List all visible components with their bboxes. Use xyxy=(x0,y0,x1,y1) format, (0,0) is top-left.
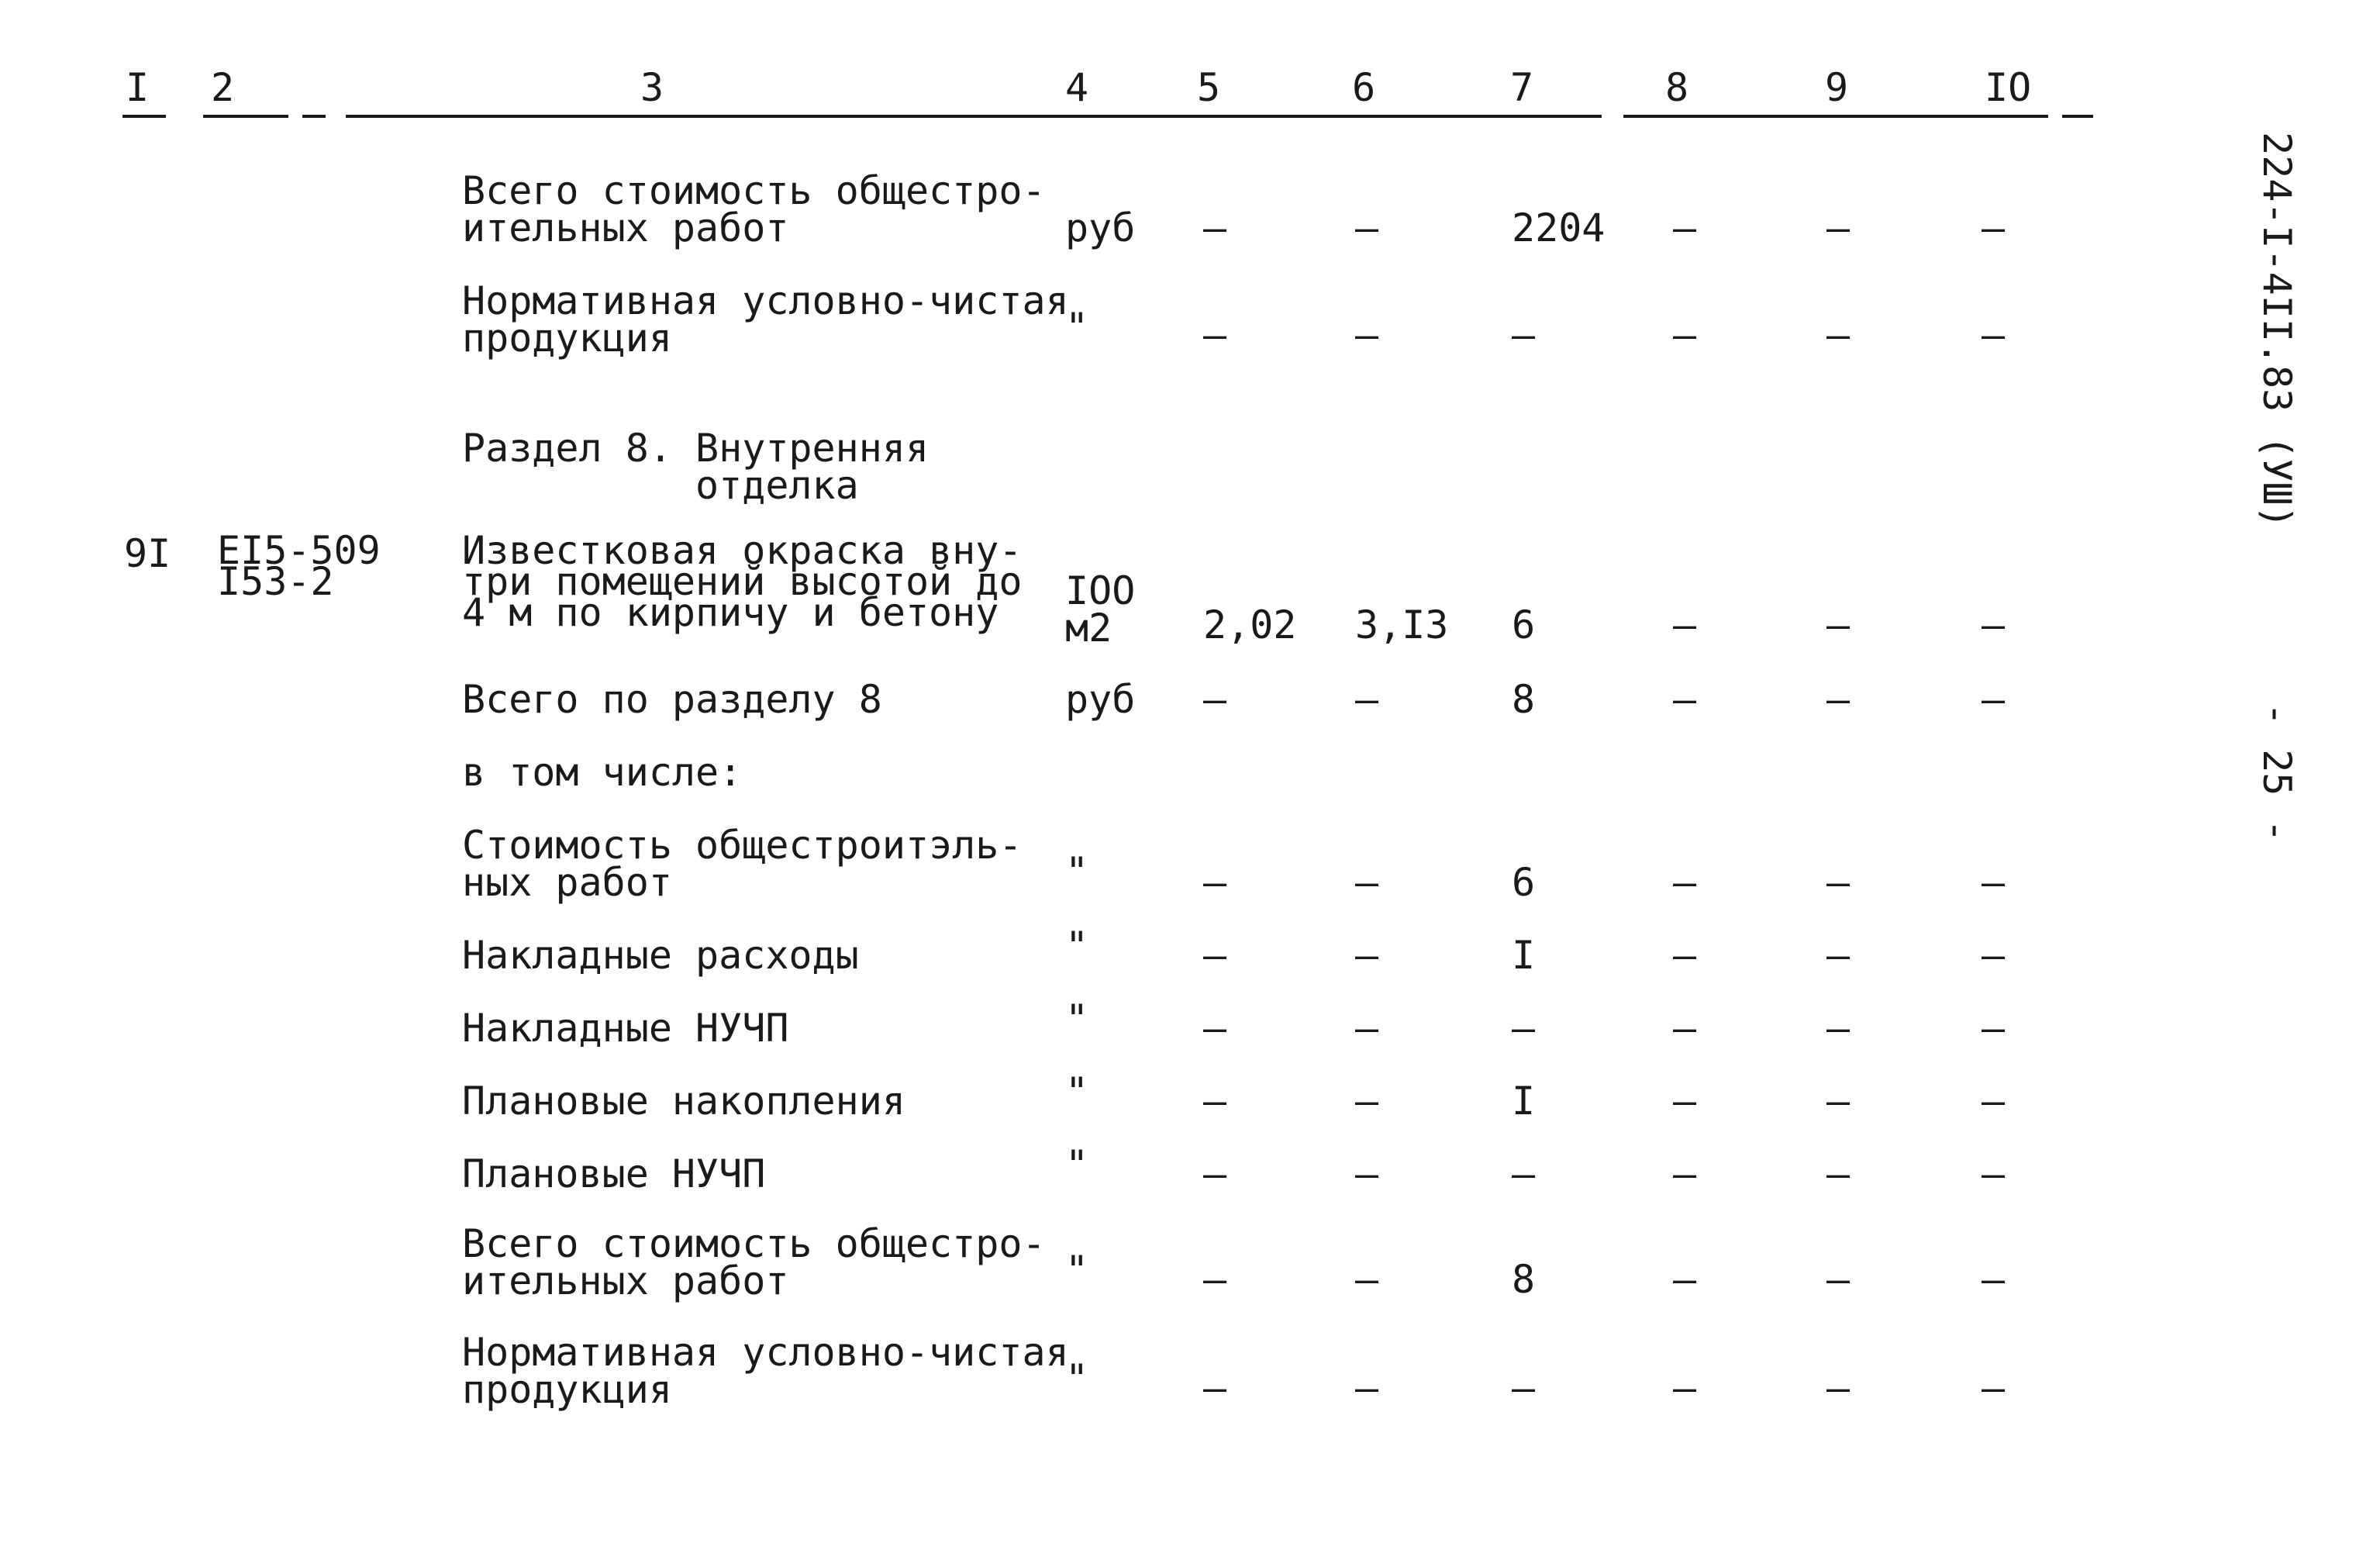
row-value-8: – xyxy=(1673,860,1697,905)
row-value-7: – xyxy=(1512,1006,1536,1051)
row-value-5: – xyxy=(1203,860,1227,905)
row-value-7: I xyxy=(1512,933,1536,978)
page-number: - 25 - xyxy=(2254,703,2299,843)
row-unit: руб xyxy=(1065,677,1136,722)
row-value-7: I xyxy=(1512,1079,1536,1124)
row-value-6: 3,I3 xyxy=(1355,602,1449,647)
row-desc: Всего по разделу 8 xyxy=(462,677,882,722)
row-value-5: – xyxy=(1203,1151,1227,1196)
row-value-5: 2,02 xyxy=(1203,602,1297,647)
row-value-7: 6 xyxy=(1512,602,1536,647)
col-header-8: 8 xyxy=(1665,65,1689,110)
header-rule xyxy=(203,115,288,118)
row-desc: Всего стоимость общестро- ительных работ xyxy=(462,1221,1046,1303)
row-value-8: – xyxy=(1673,312,1697,357)
row-value-9: – xyxy=(1826,933,1851,978)
row-value-6: – xyxy=(1355,205,1379,250)
row-unit: " xyxy=(1065,1356,1089,1401)
row-value-8: – xyxy=(1673,602,1697,647)
row-value-10: – xyxy=(1982,1257,2006,1302)
row-desc: Всего стоимость общестро- ительных работ xyxy=(462,168,1046,250)
col-header-10: IO xyxy=(1985,65,2032,110)
col-header-3: 3 xyxy=(640,65,664,110)
header-rule xyxy=(1623,115,2048,118)
row-unit: " xyxy=(1065,1069,1089,1114)
row-value-5: – xyxy=(1203,312,1227,357)
row-value-5: – xyxy=(1203,205,1227,250)
header-rule xyxy=(122,115,166,118)
row-desc: Нормативная условно-чистая продукция xyxy=(462,278,1069,361)
row-value-10: – xyxy=(1982,205,2006,250)
row-value-8: – xyxy=(1673,1365,1697,1410)
document-code: 224-I-4II.83 (УШ) xyxy=(2254,132,2299,529)
row-value-9: – xyxy=(1826,312,1851,357)
header-rule xyxy=(346,115,1602,118)
row-value-7: 8 xyxy=(1512,1257,1536,1302)
row-value-6: – xyxy=(1355,1006,1379,1051)
row-unit: " xyxy=(1065,1142,1089,1187)
row-value-10: – xyxy=(1982,1365,2006,1410)
row-value-9: – xyxy=(1826,205,1851,250)
col-header-6: 6 xyxy=(1352,65,1376,110)
row-value-6: – xyxy=(1355,312,1379,357)
item-number: 9I xyxy=(124,531,171,576)
row-value-6: – xyxy=(1355,677,1379,722)
row-value-10: – xyxy=(1982,1151,2006,1196)
row-unit: " xyxy=(1065,923,1089,968)
row-unit: IOO м2 xyxy=(1065,568,1136,651)
section-heading: Раздел 8. Внутренняя отделка xyxy=(462,426,930,508)
row-value-10: – xyxy=(1982,602,2006,647)
header-rule xyxy=(2062,115,2093,118)
row-value-6: – xyxy=(1355,1151,1379,1196)
row-unit: " xyxy=(1065,996,1089,1041)
row-value-8: – xyxy=(1673,1079,1697,1124)
row-desc: Нормативная условно-чистая продукция xyxy=(462,1330,1069,1412)
row-value-5: – xyxy=(1203,677,1227,722)
col-header-2: 2 xyxy=(211,65,235,110)
row-value-5: – xyxy=(1203,933,1227,978)
row-value-10: – xyxy=(1982,677,2006,722)
row-value-9: – xyxy=(1826,602,1851,647)
row-unit: руб xyxy=(1065,205,1136,250)
row-desc: Плановые накопления xyxy=(462,1079,905,1124)
col-header-9: 9 xyxy=(1825,65,1849,110)
row-value-5: – xyxy=(1203,1365,1227,1410)
col-header-1: I xyxy=(126,65,150,110)
row-value-8: – xyxy=(1673,933,1697,978)
row-value-10: – xyxy=(1982,1079,2006,1124)
row-value-7: 6 xyxy=(1512,860,1536,905)
row-value-8: – xyxy=(1673,677,1697,722)
col-header-4: 4 xyxy=(1065,65,1089,110)
row-value-10: – xyxy=(1982,1006,2006,1051)
row-desc: Известковая окраска вну- три помещений высотой до 4 м по кирпичу и бетону xyxy=(462,528,1023,635)
row-value-7: – xyxy=(1512,1365,1536,1410)
row-value-7: – xyxy=(1512,1151,1536,1196)
col-header-5: 5 xyxy=(1197,65,1221,110)
row-value-9: – xyxy=(1826,1006,1851,1051)
row-value-9: – xyxy=(1826,1365,1851,1410)
row-value-6: – xyxy=(1355,860,1379,905)
row-desc: Плановые НУЧП xyxy=(462,1151,766,1196)
row-value-8: – xyxy=(1673,1006,1697,1051)
row-value-10: – xyxy=(1982,933,2006,978)
header-rule xyxy=(302,115,326,118)
row-value-7: 2204 xyxy=(1512,205,1606,250)
row-value-5: – xyxy=(1203,1257,1227,1302)
row-value-5: – xyxy=(1203,1079,1227,1124)
row-value-6: – xyxy=(1355,1257,1379,1302)
row-value-7: – xyxy=(1512,312,1536,357)
row-unit: " xyxy=(1065,305,1089,350)
row-value-6: – xyxy=(1355,1365,1379,1410)
row-value-9: – xyxy=(1826,1257,1851,1302)
row-unit: " xyxy=(1065,849,1089,894)
row-value-9: – xyxy=(1826,1151,1851,1196)
col-header-7: 7 xyxy=(1510,65,1534,110)
row-desc: Стоимость общестроитэль- ных работ xyxy=(462,823,1023,905)
row-value-8: – xyxy=(1673,205,1697,250)
row-value-9: – xyxy=(1826,677,1851,722)
row-value-9: – xyxy=(1826,1079,1851,1124)
row-value-9: – xyxy=(1826,860,1851,905)
row-unit: " xyxy=(1065,1248,1089,1293)
row-value-10: – xyxy=(1982,860,2006,905)
row-value-7: 8 xyxy=(1512,677,1536,722)
row-desc: Накладные расходы xyxy=(462,933,859,978)
row-value-8: – xyxy=(1673,1257,1697,1302)
row-value-6: – xyxy=(1355,1079,1379,1124)
item-code: EI5-509 I53-2 xyxy=(217,528,381,604)
row-desc: Накладные НУЧП xyxy=(462,1006,789,1051)
row-value-5: – xyxy=(1203,1006,1227,1051)
row-desc: в том числе: xyxy=(462,750,743,795)
row-value-8: – xyxy=(1673,1151,1697,1196)
row-value-6: – xyxy=(1355,933,1379,978)
row-value-10: – xyxy=(1982,312,2006,357)
